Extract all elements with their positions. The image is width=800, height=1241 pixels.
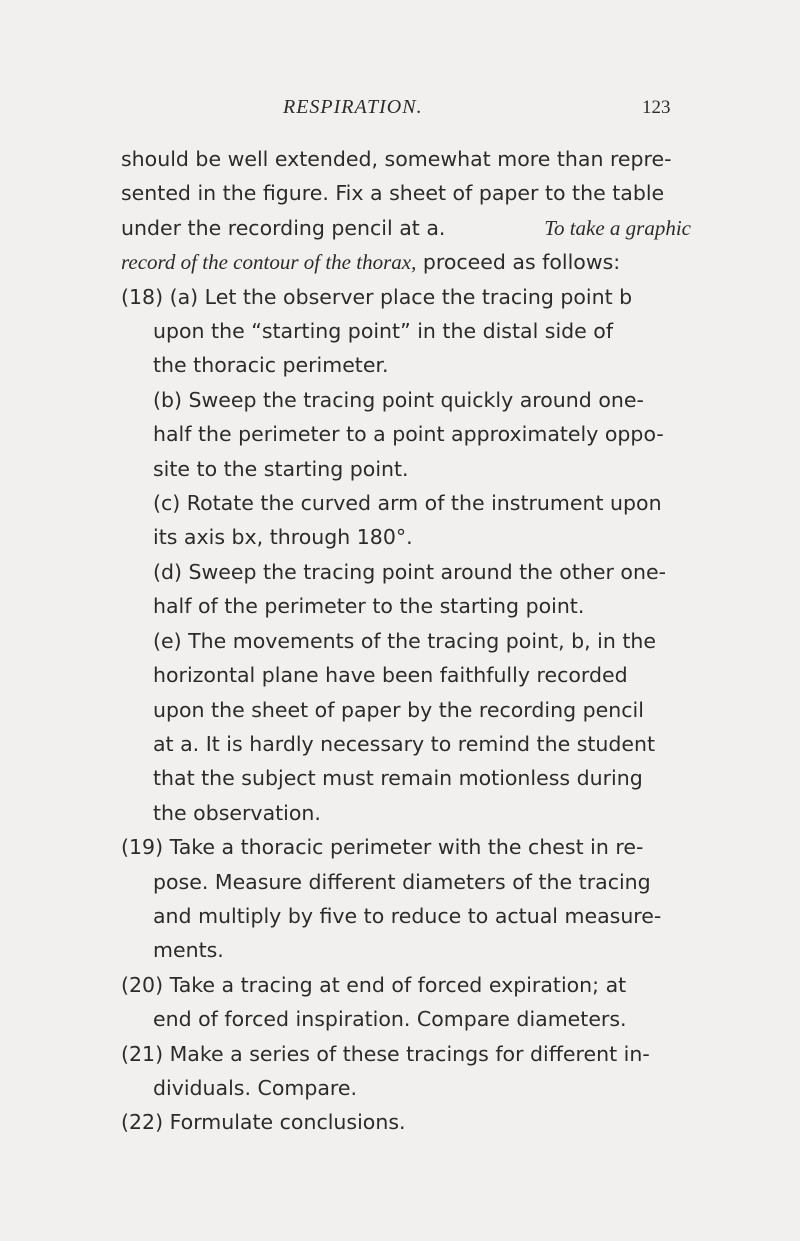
text-line: (d) Sweep the tracing point around the other one- — [153, 559, 666, 584]
text-line: under the recording pencil at a. To take a graphic — [121, 211, 691, 245]
text-line: site to the starting point. — [153, 456, 409, 481]
body-text — [121, 142, 691, 1140]
text-line: end of forced inspiration. Compare diameters. — [153, 1007, 627, 1032]
page-number: 123 — [642, 97, 671, 118]
text-line: (18) (a) Let the observer place the tracing point b — [121, 284, 633, 309]
text-line: and multiply by five to reduce to actual measure- — [153, 903, 662, 928]
text-line: (c) Rotate the curved arm of the instrument upon — [153, 491, 662, 516]
text-line: (19) Take a thoracic perimeter with the chest in re- — [121, 835, 644, 860]
text-line: ments. — [153, 938, 224, 963]
page-header — [0, 96, 800, 126]
text-line: should be well extended, somewhat more than repre- — [121, 147, 672, 171]
text-line: upon the “starting point” in the distal side of — [153, 319, 614, 344]
text-line: the thoracic perimeter. — [153, 353, 389, 378]
text-line: record of the contour of the thorax, proceed as follows: — [121, 245, 691, 279]
text-line: horizontal plane have been faithfully recorded — [153, 663, 628, 688]
text-line: (22) Formulate conclusions. — [121, 1110, 406, 1135]
text-line: at a. It is hardly necessary to remind the student — [153, 731, 656, 756]
text-line: (e) The movements of the tracing point, b, in the — [153, 628, 656, 653]
text-line: its axis bx, through 180°. — [153, 525, 413, 550]
text-line: half of the perimeter to the starting point. — [153, 594, 585, 619]
text-line: half the perimeter to a point approximately oppo- — [153, 422, 664, 447]
text-line: the observation. — [153, 800, 321, 825]
text-line: (b) Sweep the tracing point quickly around one- — [153, 387, 644, 412]
text-line: pose. Measure different diameters of the tracing — [153, 869, 651, 894]
italic-phrase: record of the contour of the thorax, — [121, 250, 417, 275]
text-line: dividuals. Compare. — [153, 1075, 358, 1100]
text-line: upon the sheet of paper by the recording pencil — [153, 697, 644, 722]
text-line: sented in the figure. Fix a sheet of paper to the table — [121, 181, 665, 206]
italic-phrase: To take a graphic — [544, 215, 691, 240]
text-line: that the subject must remain motionless during — [153, 766, 643, 791]
text-line: (21) Make a series of these tracings for different in- — [121, 1041, 650, 1066]
text-line: (20) Take a tracing at end of forced expiration; at — [121, 972, 627, 997]
running-title: RESPIRATION. — [283, 96, 423, 118]
